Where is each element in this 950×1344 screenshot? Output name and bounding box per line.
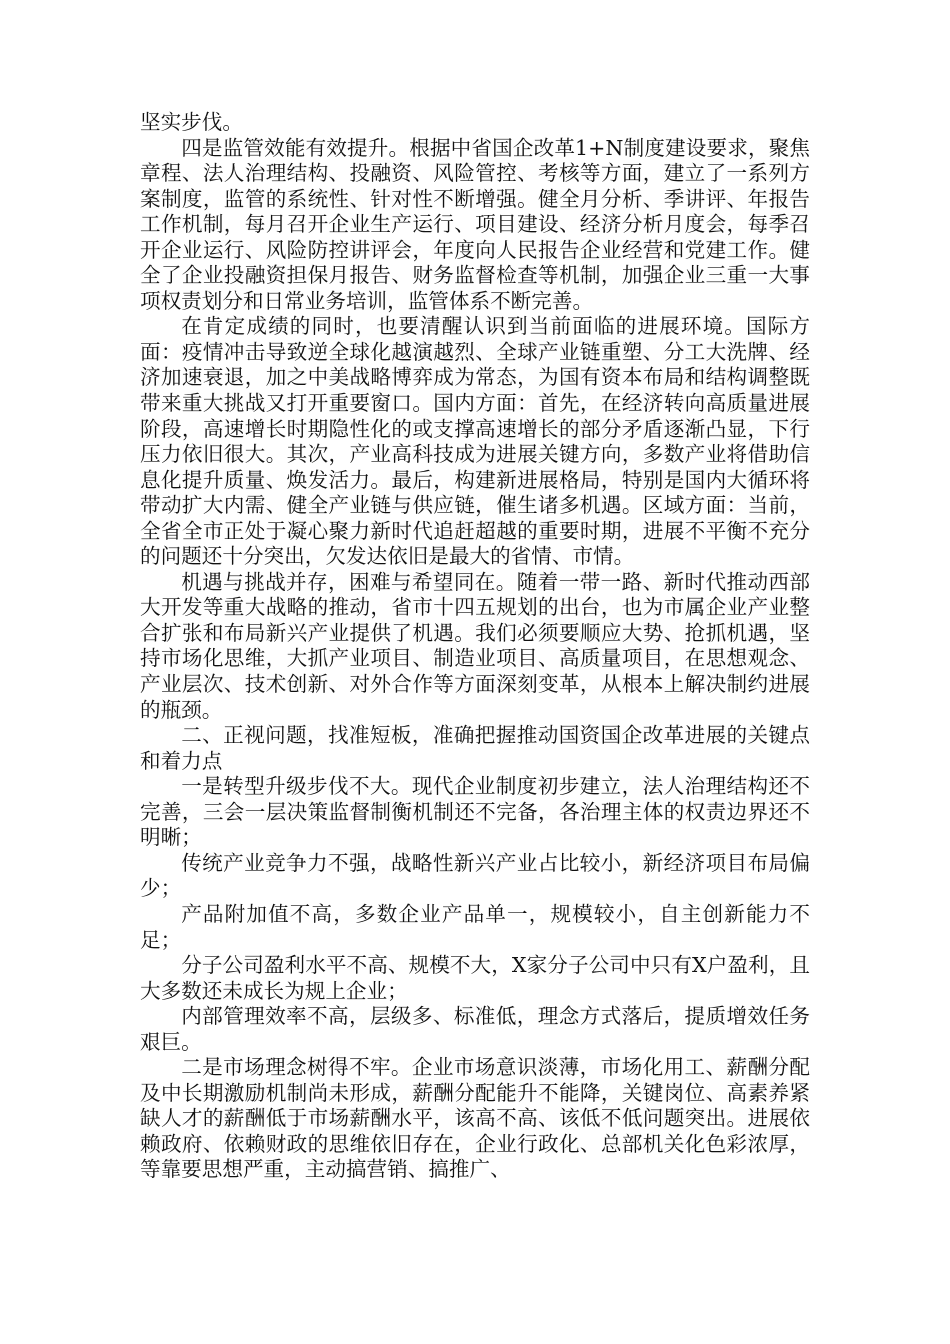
paragraph-3: 在肯定成绩的同时，也要清醒认识到当前面临的进展环境。国际方面：疫情冲击导致逆全球化越演越烈、全球产业链重塑、分工大洗牌、经济加速衰退，加之中美战略博弈成为常态，为国有资本布局和结构调整既带来重大挑战又打开重要窗口。国内方面：首先，在经济转向高质量进展阶段，高速增长时期隐性化的或支撑高速增长的部分矛盾逐渐凸显，下行压力依旧很大。其次，产业高科技成为进展关键方向，多数产业将借助信息化提升质量、焕发活力。最后，构建新进展格局，特别是国内大循环将带动扩大内需、健全产业链与供应链，催生诸多机遇。区域方面：当前，全省全市正处于凝心聚力新时代追赶超越的重要时期，进展不平衡不充分的问题还十分突出，欠发达依旧是最大的省情、市情。 [140, 314, 810, 569]
paragraph-7: 传统产业竞争力不强，战略性新兴产业占比较小，新经济项目布局偏少； [140, 850, 810, 901]
paragraph-8: 产品附加值不高，多数企业产品单一，规模较小，自主创新能力不足； [140, 901, 810, 952]
paragraph-11: 二是市场理念树得不牢。企业市场意识淡薄，市场化用工、薪酬分配及中长期激励机制尚未形成，薪酬分配能升不能降，关键岗位、高素养紧缺人才的薪酬低于市场薪酬水平，该高不高、该低不低问题突出。进展依赖政府、依赖财政的思维依旧存在，企业行政化、总部机关化色彩浓厚，等靠要思想严重，主动搞营销、搞推广、 [140, 1055, 810, 1182]
paragraph-1: 坚实步伐。 [140, 110, 243, 134]
section-heading-2: 二、正视问题，找准短板，准确把握推动国资国企改革进展的关键点和着力点 [140, 723, 810, 773]
paragraph-4: 机遇与挑战并存，困难与希望同在。随着一带一路、新时代推动西部大开发等重大战略的推动，省市十四五规划的出台，也为市属企业产业整合扩张和布局新兴产业提供了机遇。我们必须要顺应大势、抢抓机遇，坚持市场化思维，大抓产业项目、制造业项目、高质量项目，在思想观念、产业层次、技术创新、对外合作等方面深刻变革，从根本上解决制约进展的瓶颈。 [140, 569, 810, 722]
paragraph-2: 四是监管效能有效提升。根据中省国企改革1+N制度建设要求，聚焦章程、法人治理结构、投融资、风险管控、考核等方面，建立了一系列方案制度，监管的系统性、针对性不断增强。健全月分析、季讲评、年报告工作机制，每月召开企业生产运行、项目建设、经济分析月度会，每季召开企业运行、风险防控讲评会，年度向人民报告企业经营和党建工作。健全了企业投融资担保月报告、财务监督检查等机制，加强企业三重一大事项权责划分和日常业务培训，监管体系不断完善。 [140, 135, 810, 313]
document-body [140, 110, 810, 1183]
paragraph-9: 分子公司盈利水平不高、规模不大，X家分子公司中只有X户盈利，且大多数还未成长为规上企业； [140, 953, 810, 1003]
paragraph-10: 内部管理效率不高，层级多、标准低，理念方式落后，提质增效任务艰巨。 [140, 1004, 810, 1054]
paragraph-6: 一是转型升级步伐不大。现代企业制度初步建立，法人治理结构还不完善，三会一层决策监督制衡机制还不完备，各治理主体的权责边界还不明晰； [140, 774, 810, 850]
